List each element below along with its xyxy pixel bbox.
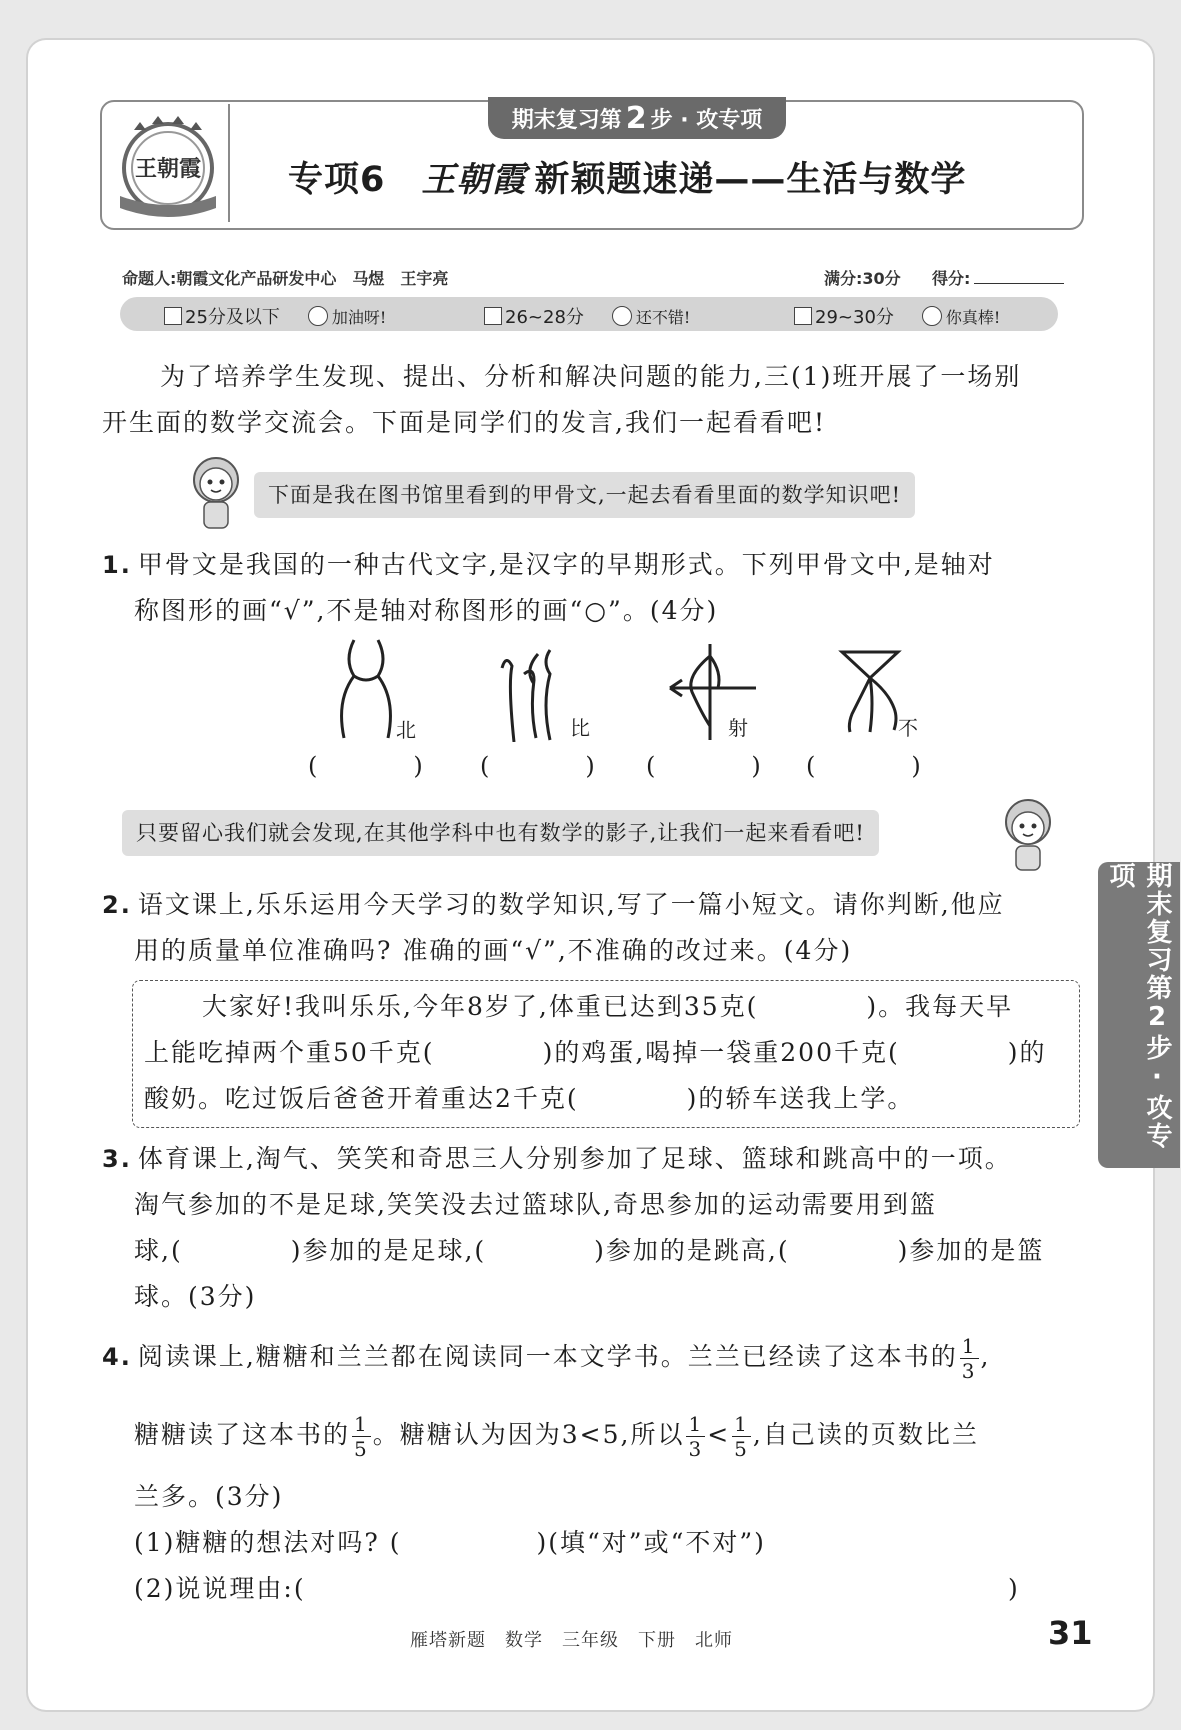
face-icon xyxy=(612,306,632,326)
title-prefix: 专项6 xyxy=(288,160,386,200)
badge-number: 2 xyxy=(625,100,647,136)
page-number: 31 xyxy=(1048,1614,1093,1652)
score-option: 29~30分 你真棒! xyxy=(794,303,1000,329)
header-step-badge xyxy=(488,97,786,139)
checkbox-icon[interactable] xyxy=(794,307,812,325)
oracle-bu-icon xyxy=(836,646,906,736)
fraction: $\frac{1}{5}$ xyxy=(734,1412,749,1461)
question-4-sub2[interactable]: (2)说说理由:( xyxy=(134,1574,306,1603)
question-1-line2: 称图形的画“√”,不是轴对称图形的画“○”。(4分) xyxy=(134,596,719,625)
question-4-line2: 糖糖读了这本书的 $\frac{1}{5}$ 。糖糖认为因为3<5,所以 $\frac{1}{3}$ < $\frac{1}{5}$ ,自己读的页数比兰 xyxy=(134,1412,979,1461)
speech-bubble-girl: 下面是我在图书馆里看到的甲骨文,一起去看看里面的数学知识吧! xyxy=(254,472,915,518)
face-icon xyxy=(922,306,942,326)
intro-line: 为了培养学生发现、提出、分析和解决问题的能力,三(1)班开展了一场别 xyxy=(160,362,1022,391)
question-1: 1. 甲骨文是我国的一种古代文字,是汉字的早期形式。下列甲骨文中,是轴对 xyxy=(102,550,995,579)
question-4-sub2-close: ) xyxy=(1008,1574,1020,1603)
oracle-label: 比 xyxy=(570,716,590,740)
full-score: 满分:30分 xyxy=(824,269,901,288)
question-3-line2: 淘气参加的不是足球,笑笑没去过篮球队,奇思参加的运动需要用到篮 xyxy=(134,1190,937,1219)
header-divider xyxy=(228,104,230,222)
fraction: $\frac{1}{5}$ xyxy=(354,1412,369,1461)
boy-character-icon xyxy=(996,792,1060,872)
speech-bubble-boy: 只要留心我们就会发现,在其他学科中也有数学的影子,让我们一起来看看吧! xyxy=(122,810,879,856)
checkbox-icon[interactable] xyxy=(484,307,502,325)
question-4-sub1[interactable]: (1)糖糖的想法对吗? ( )(填“对”或“不对”) xyxy=(134,1528,766,1557)
title-main: 新颖题速递——生活与数学 xyxy=(534,160,967,200)
question-3: 3. 体育课上,淘气、笑笑和奇思三人分别参加了足球、篮球和跳高中的一项。 xyxy=(102,1144,1012,1173)
question-3-line4: 球。(3分) xyxy=(134,1282,257,1311)
score-option: 25分及以下 加油呀! xyxy=(164,303,386,329)
girl-character-icon xyxy=(184,452,248,532)
title-signature: 王朝霞 xyxy=(421,160,527,200)
score-label: 得分: xyxy=(932,266,1064,289)
badge-tail: 步 · 攻专项 xyxy=(650,107,763,133)
fraction: $\frac{1}{3}$ xyxy=(688,1412,704,1461)
oracle-bi-icon xyxy=(494,646,574,742)
score-option: 26~28分 还不错! xyxy=(484,303,690,329)
oracle-label: 北 xyxy=(396,718,416,742)
oracle-label: 射 xyxy=(728,716,748,740)
question-4: 4. 阅读课上,糖糖和兰兰都在阅读同一本文学书。兰兰已经读了这本书的 $\frac{1}{3}$ , xyxy=(102,1334,991,1383)
brand-logo-icon xyxy=(112,110,224,222)
question-2: 2. 语文课上,乐乐运用今天学习的数学知识,写了一篇小短文。请你判断,他应 xyxy=(102,890,1005,919)
question-4-line3: 兰多。(3分) xyxy=(134,1482,284,1511)
fraction: $\frac{1}{3}$ xyxy=(961,1334,977,1383)
question-2-line2: 用的质量单位准确吗? 准确的画“√”,不准确的改过来。(4分) xyxy=(134,936,853,965)
essay-line: 上能吃掉两个重50千克( )的鸡蛋,喝掉一袋重200千克( )的 xyxy=(144,1038,1047,1067)
answer-blank[interactable]: ( ) xyxy=(308,752,423,780)
authors-line: 命题人:朝霞文化产品研发中心 马煜 王宇亮 xyxy=(122,269,449,288)
side-tab: 期末复习第2步·攻专项 xyxy=(1098,862,1180,1168)
oracle-label: 不 xyxy=(898,716,918,740)
question-3-line3: 球,( )参加的是足球,( )参加的是跳高,( )参加的是篮 xyxy=(134,1236,1045,1265)
face-icon xyxy=(308,306,328,326)
footer-text: 雁塔新题 数学 三年级 下册 北师 xyxy=(410,1630,733,1651)
svg-text:王朝霞: 王朝霞 xyxy=(134,156,202,182)
page-title xyxy=(288,152,966,202)
checkbox-icon[interactable] xyxy=(164,307,182,325)
intro-line: 开生面的数学交流会。下面是同学们的发言,我们一起看看吧! xyxy=(102,408,826,437)
essay-line: 大家好!我叫乐乐,今年8岁了,体重已达到35克( )。我每天早 xyxy=(202,992,1014,1021)
answer-blank[interactable]: ( ) xyxy=(806,752,921,780)
answer-blank[interactable]: ( ) xyxy=(646,752,761,780)
essay-line: 酸奶。吃过饭后爸爸开着重达2千克( )的轿车送我上学。 xyxy=(144,1084,915,1113)
badge-text: 期末复习第 xyxy=(511,107,622,133)
answer-blank[interactable]: ( ) xyxy=(480,752,595,780)
oracle-she-icon xyxy=(666,640,766,740)
score-rating-bar xyxy=(120,297,1058,331)
